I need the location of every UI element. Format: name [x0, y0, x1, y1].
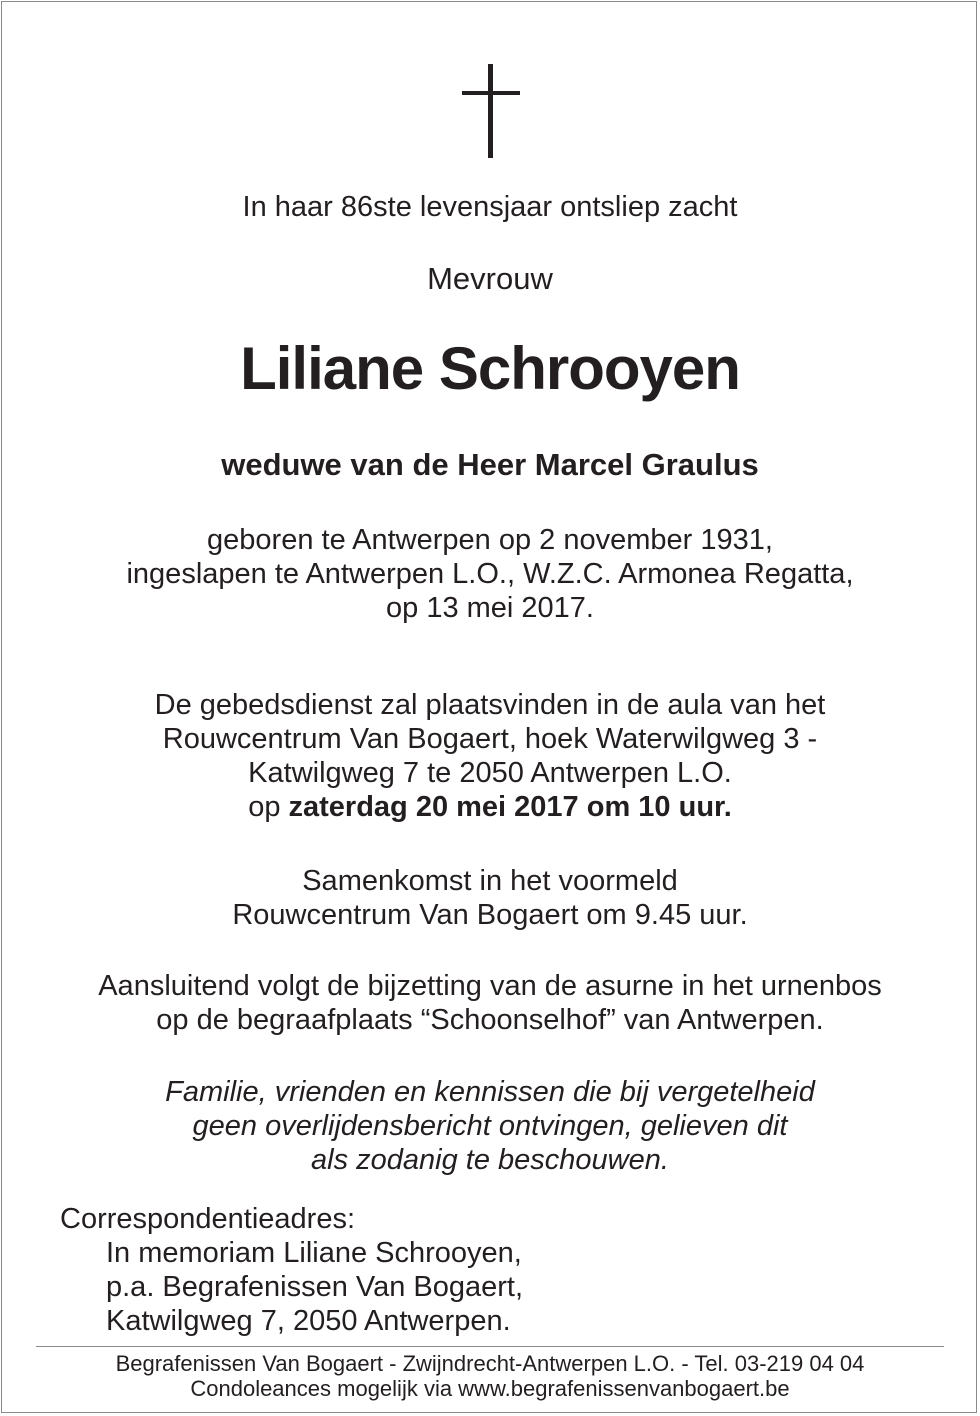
note-line: als zodanig te beschouwen. — [311, 1144, 669, 1176]
service-date-line — [0, 790, 980, 824]
service-line: De gebedsdienst zal plaatsvinden in de aula van het — [154, 689, 826, 721]
birth-line: geboren te Antwerpen op 2 november 1931, — [207, 524, 773, 556]
correspondence-heading: Correspondentieadres: — [60, 1203, 356, 1235]
death-date-line: op 13 mei 2017. — [386, 592, 594, 624]
note-line: geen overlijdensbericht ontvingen, gelieven dit — [192, 1110, 788, 1142]
burial-block — [0, 969, 980, 1037]
service-line: Rouwcentrum Van Bogaert, hoek Waterwilgweg 3 - — [162, 723, 818, 755]
death-place-line: ingeslapen te Antwerpen L.O., W.Z.C. Armonea Regatta, — [126, 558, 854, 590]
service-line: Katwilgweg 7 te 2050 Antwerpen L.O. — [248, 757, 732, 789]
gathering-line: Samenkomst in het voormeld — [302, 865, 678, 897]
note-line: Familie, vrienden en kennissen die bij vergetelheid — [165, 1076, 815, 1108]
cross-icon — [462, 64, 520, 158]
notice-note-block — [0, 1075, 980, 1177]
widow-of-text: weduwe van de Heer Marcel Graulus — [221, 447, 759, 482]
intro-text: In haar 86ste levensjaar ontsliep zacht — [242, 191, 738, 223]
footer-condolences: Condoleances mogelijk via www.begrafenissenvanbogaert.be — [190, 1376, 790, 1401]
address-line: Katwilgweg 7, 2050 Antwerpen. — [106, 1305, 511, 1337]
gathering-block — [0, 864, 980, 932]
birth-death-block — [0, 523, 980, 625]
correspondence-address — [60, 1202, 523, 1338]
service-date-prefix: op — [248, 791, 281, 823]
service-block — [0, 688, 980, 824]
address-line: p.a. Begrafenissen Van Bogaert, — [106, 1271, 524, 1303]
footer-company: Begrafenissen Van Bogaert - Zwijndrecht-Antwerpen L.O. - Tel. 03-219 04 04 — [115, 1351, 865, 1376]
cross-vertical-bar — [488, 64, 493, 158]
service-date: zaterdag 20 mei 2017 om 10 uur. — [288, 791, 732, 823]
burial-line: Aansluitend volgt de bijzetting van de asurne in het urnenbos — [98, 970, 882, 1002]
cross-horizontal-bar — [462, 91, 520, 95]
burial-line: op de begraafplaats “Schoonselhof” van Antwerpen. — [156, 1004, 824, 1036]
address-line: In memoriam Liliane Schrooyen, — [106, 1237, 522, 1269]
deceased-name: Liliane Schrooyen — [240, 335, 740, 402]
footer-divider — [36, 1346, 944, 1347]
gathering-line: Rouwcentrum Van Bogaert om 9.45 uur. — [232, 899, 748, 931]
honorific: Mevrouw — [427, 261, 553, 296]
